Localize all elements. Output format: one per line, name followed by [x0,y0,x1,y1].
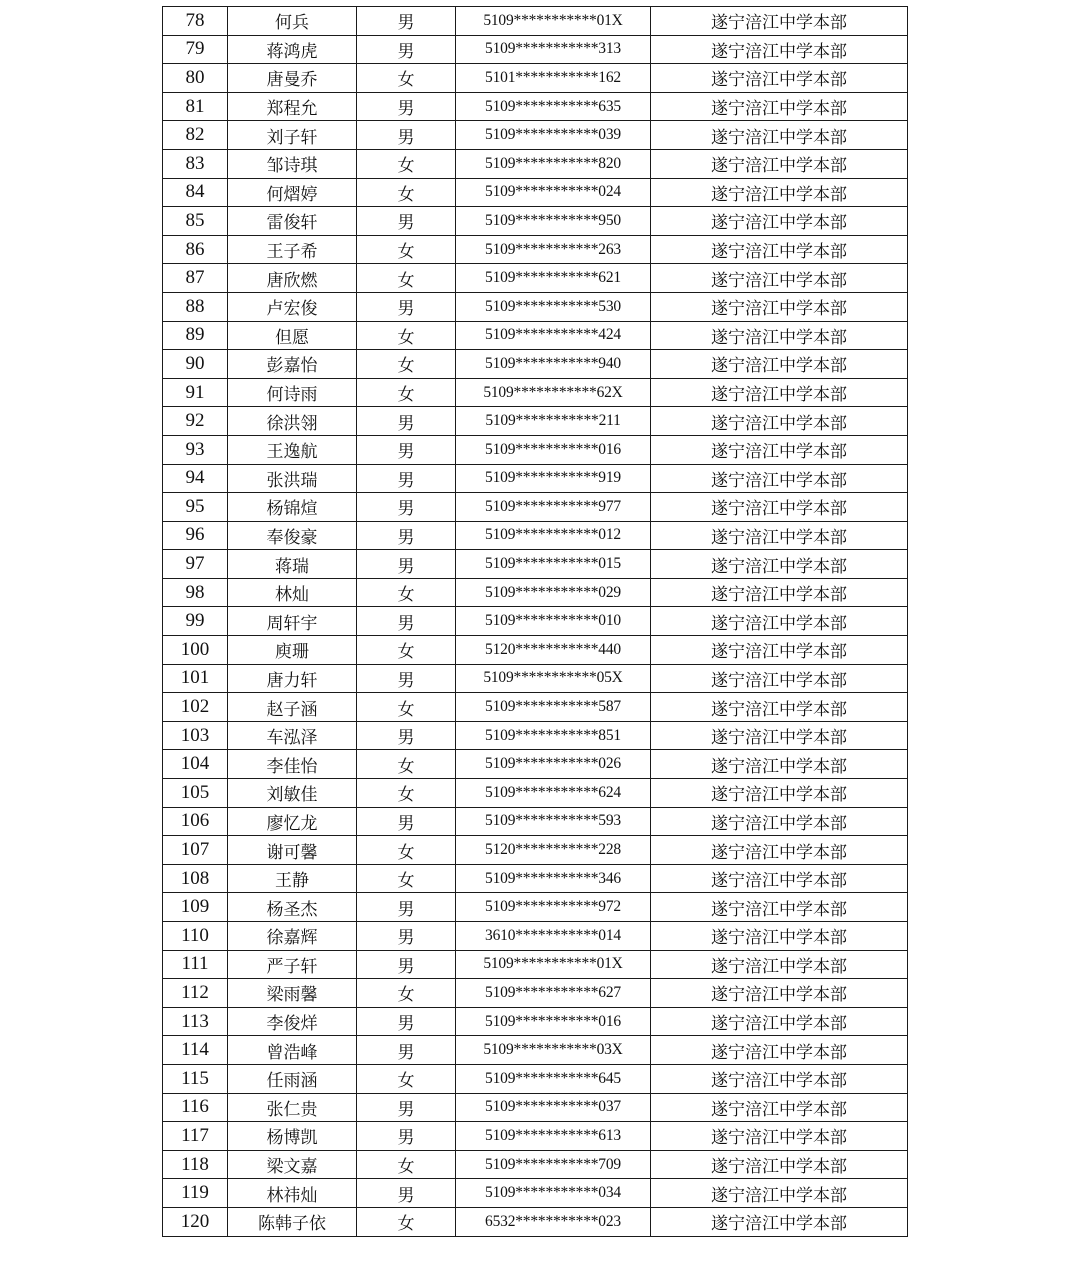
student-name: 王静 [228,864,357,893]
student-id-number: 5109***********621 [456,264,651,293]
student-name: 卢宏俊 [228,292,357,321]
student-name: 张洪瑞 [228,464,357,493]
student-id-number: 5109***********587 [456,693,651,722]
school-name: 遂宁涪江中学本部 [651,693,908,722]
student-name: 唐力轩 [228,664,357,693]
student-gender: 女 [357,836,456,865]
table-row [163,464,908,493]
student-gender: 女 [357,1064,456,1093]
student-name: 林灿 [228,578,357,607]
student-gender: 女 [357,693,456,722]
student-name: 杨博凯 [228,1122,357,1151]
student-gender: 女 [357,321,456,350]
table-row [163,550,908,579]
row-number: 94 [163,464,228,493]
student-id-number: 5109***********645 [456,1064,651,1093]
table-row [163,235,908,264]
student-id-number: 5109***********037 [456,1093,651,1122]
student-gender: 男 [357,407,456,436]
row-number: 108 [163,864,228,893]
school-name: 遂宁涪江中学本部 [651,893,908,922]
student-id-number: 5109***********029 [456,578,651,607]
row-number: 109 [163,893,228,922]
student-gender: 女 [357,178,456,207]
row-number: 88 [163,292,228,321]
table-row [163,7,908,36]
school-name: 遂宁涪江中学本部 [651,149,908,178]
table-row [163,1036,908,1065]
student-gender: 女 [357,378,456,407]
student-gender: 男 [357,893,456,922]
row-number: 95 [163,493,228,522]
student-id-number: 5109***********03X [456,1036,651,1065]
row-number: 118 [163,1150,228,1179]
student-id-number: 5109***********313 [456,35,651,64]
table-body [163,7,908,1237]
student-gender: 男 [357,550,456,579]
student-name: 陈韩子依 [228,1207,357,1236]
student-name: 奉俊豪 [228,521,357,550]
school-name: 遂宁涪江中学本部 [651,121,908,150]
student-name: 唐曼乔 [228,64,357,93]
student-name: 严子轩 [228,950,357,979]
student-gender: 女 [357,264,456,293]
student-id-number: 6532***********023 [456,1207,651,1236]
student-id-number: 5120***********228 [456,836,651,865]
student-id-number: 5109***********820 [456,149,651,178]
table-row [163,292,908,321]
table-row [163,378,908,407]
row-number: 83 [163,149,228,178]
student-name: 徐嘉辉 [228,922,357,951]
student-id-number: 5109***********919 [456,464,651,493]
student-gender: 男 [357,435,456,464]
student-name: 周轩宇 [228,607,357,636]
student-id-number: 3610***********014 [456,922,651,951]
student-id-number: 5109***********709 [456,1150,651,1179]
student-name: 蒋鸿虎 [228,35,357,64]
school-name: 遂宁涪江中学本部 [651,292,908,321]
row-number: 114 [163,1036,228,1065]
table-row [163,693,908,722]
student-name: 郑程允 [228,92,357,121]
student-gender: 女 [357,149,456,178]
table-row [163,721,908,750]
student-id-number: 5109***********346 [456,864,651,893]
school-name: 遂宁涪江中学本部 [651,207,908,236]
table-row [163,750,908,779]
student-id-number: 5120***********440 [456,636,651,665]
school-name: 遂宁涪江中学本部 [651,1179,908,1208]
student-name: 何诗雨 [228,378,357,407]
school-name: 遂宁涪江中学本部 [651,950,908,979]
school-name: 遂宁涪江中学本部 [651,1064,908,1093]
table-row [163,1007,908,1036]
student-id-number: 5109***********034 [456,1179,651,1208]
row-number: 92 [163,407,228,436]
table-row [163,836,908,865]
row-number: 93 [163,435,228,464]
row-number: 119 [163,1179,228,1208]
student-name: 邹诗琪 [228,149,357,178]
row-number: 117 [163,1122,228,1151]
student-id-number: 5109***********01X [456,950,651,979]
student-id-number: 5109***********972 [456,893,651,922]
school-name: 遂宁涪江中学本部 [651,235,908,264]
student-id-number: 5109***********851 [456,721,651,750]
table-row [163,493,908,522]
student-id-number: 5109***********977 [456,493,651,522]
school-name: 遂宁涪江中学本部 [651,321,908,350]
student-id-number: 5109***********940 [456,350,651,379]
table-row [163,807,908,836]
school-name: 遂宁涪江中学本部 [651,64,908,93]
table-row [163,1064,908,1093]
student-gender: 男 [357,521,456,550]
student-name: 彭嘉怡 [228,350,357,379]
row-number: 115 [163,1064,228,1093]
row-number: 98 [163,578,228,607]
school-name: 遂宁涪江中学本部 [651,550,908,579]
row-number: 84 [163,178,228,207]
row-number: 86 [163,235,228,264]
student-id-number: 5109***********016 [456,1007,651,1036]
student-id-number: 5109***********039 [456,121,651,150]
row-number: 102 [163,693,228,722]
school-name: 遂宁涪江中学本部 [651,1207,908,1236]
row-number: 87 [163,264,228,293]
table-row [163,950,908,979]
student-name: 王逸航 [228,435,357,464]
student-gender: 男 [357,922,456,951]
table-row [163,35,908,64]
table-row [163,1179,908,1208]
student-gender: 男 [357,292,456,321]
student-name: 林祎灿 [228,1179,357,1208]
school-name: 遂宁涪江中学本部 [651,350,908,379]
table-row [163,92,908,121]
row-number: 96 [163,521,228,550]
table-row [163,1150,908,1179]
row-number: 82 [163,121,228,150]
student-gender: 男 [357,7,456,36]
school-name: 遂宁涪江中学本部 [651,7,908,36]
row-number: 103 [163,721,228,750]
student-gender: 男 [357,950,456,979]
student-name: 王子希 [228,235,357,264]
table-row [163,979,908,1008]
student-list-table [162,6,908,1237]
row-number: 105 [163,779,228,808]
row-number: 111 [163,950,228,979]
student-gender: 女 [357,578,456,607]
student-id-number: 5109***********015 [456,550,651,579]
school-name: 遂宁涪江中学本部 [651,521,908,550]
student-id-number: 5109***********05X [456,664,651,693]
student-id-number: 5101***********162 [456,64,651,93]
student-gender: 男 [357,721,456,750]
table-row [163,1207,908,1236]
row-number: 99 [163,607,228,636]
student-name: 曾浩峰 [228,1036,357,1065]
table-row [163,321,908,350]
school-name: 遂宁涪江中学本部 [651,922,908,951]
row-number: 110 [163,922,228,951]
student-gender: 女 [357,750,456,779]
row-number: 91 [163,378,228,407]
table-row [163,149,908,178]
row-number: 79 [163,35,228,64]
student-id-number: 5109***********211 [456,407,651,436]
row-number: 107 [163,836,228,865]
school-name: 遂宁涪江中学本部 [651,836,908,865]
school-name: 遂宁涪江中学本部 [651,493,908,522]
school-name: 遂宁涪江中学本部 [651,1122,908,1151]
student-name: 车泓泽 [228,721,357,750]
student-gender: 男 [357,1007,456,1036]
student-name: 张仁贵 [228,1093,357,1122]
school-name: 遂宁涪江中学本部 [651,178,908,207]
school-name: 遂宁涪江中学本部 [651,578,908,607]
student-id-number: 5109***********62X [456,378,651,407]
student-gender: 男 [357,207,456,236]
student-name: 李佳怡 [228,750,357,779]
school-name: 遂宁涪江中学本部 [651,636,908,665]
student-gender: 男 [357,121,456,150]
row-number: 106 [163,807,228,836]
student-id-number: 5109***********016 [456,435,651,464]
row-number: 100 [163,636,228,665]
student-gender: 男 [357,1179,456,1208]
table-row [163,578,908,607]
table-row [163,121,908,150]
row-number: 97 [163,550,228,579]
student-name: 赵子涵 [228,693,357,722]
student-name: 何兵 [228,7,357,36]
student-gender: 女 [357,864,456,893]
student-name: 庾珊 [228,636,357,665]
student-gender: 女 [357,64,456,93]
row-number: 113 [163,1007,228,1036]
school-name: 遂宁涪江中学本部 [651,779,908,808]
student-id-number: 5109***********530 [456,292,651,321]
student-id-number: 5109***********012 [456,521,651,550]
school-name: 遂宁涪江中学本部 [651,378,908,407]
school-name: 遂宁涪江中学本部 [651,979,908,1008]
student-gender: 女 [357,1207,456,1236]
table-row [163,636,908,665]
student-gender: 男 [357,607,456,636]
student-gender: 男 [357,664,456,693]
row-number: 78 [163,7,228,36]
student-gender: 男 [357,1036,456,1065]
row-number: 112 [163,979,228,1008]
table-row [163,893,908,922]
student-name: 谢可馨 [228,836,357,865]
table-row [163,435,908,464]
table-row [163,521,908,550]
row-number: 101 [163,664,228,693]
student-name: 蒋瑞 [228,550,357,579]
student-id-number: 5109***********424 [456,321,651,350]
student-name: 但愿 [228,321,357,350]
student-gender: 女 [357,979,456,1008]
student-name: 梁文嘉 [228,1150,357,1179]
table-row [163,1122,908,1151]
school-name: 遂宁涪江中学本部 [651,92,908,121]
student-name: 任雨涵 [228,1064,357,1093]
student-id-number: 5109***********010 [456,607,651,636]
student-gender: 男 [357,35,456,64]
student-name: 杨锦煊 [228,493,357,522]
student-name: 何熠婷 [228,178,357,207]
school-name: 遂宁涪江中学本部 [651,35,908,64]
student-name: 雷俊轩 [228,207,357,236]
school-name: 遂宁涪江中学本部 [651,1150,908,1179]
student-gender: 女 [357,235,456,264]
student-id-number: 5109***********593 [456,807,651,836]
row-number: 81 [163,92,228,121]
student-id-number: 5109***********026 [456,750,651,779]
student-gender: 男 [357,464,456,493]
school-name: 遂宁涪江中学本部 [651,464,908,493]
row-number: 90 [163,350,228,379]
student-id-number: 5109***********263 [456,235,651,264]
table-row [163,864,908,893]
student-name: 唐欣燃 [228,264,357,293]
student-id-number: 5109***********01X [456,7,651,36]
student-name: 徐洪翎 [228,407,357,436]
student-id-number: 5109***********624 [456,779,651,808]
student-gender: 女 [357,1150,456,1179]
school-name: 遂宁涪江中学本部 [651,1036,908,1065]
row-number: 89 [163,321,228,350]
school-name: 遂宁涪江中学本部 [651,264,908,293]
student-gender: 女 [357,350,456,379]
student-name: 梁雨馨 [228,979,357,1008]
row-number: 85 [163,207,228,236]
row-number: 104 [163,750,228,779]
student-name: 廖忆龙 [228,807,357,836]
student-gender: 男 [357,807,456,836]
table-row [163,407,908,436]
student-gender: 男 [357,92,456,121]
table-row [163,207,908,236]
school-name: 遂宁涪江中学本部 [651,807,908,836]
table-row [163,664,908,693]
student-id-number: 5109***********024 [456,178,651,207]
student-name: 杨圣杰 [228,893,357,922]
school-name: 遂宁涪江中学本部 [651,664,908,693]
student-gender: 男 [357,1122,456,1151]
student-id-number: 5109***********950 [456,207,651,236]
row-number: 80 [163,64,228,93]
school-name: 遂宁涪江中学本部 [651,864,908,893]
table-row [163,607,908,636]
row-number: 120 [163,1207,228,1236]
table-row [163,779,908,808]
school-name: 遂宁涪江中学本部 [651,750,908,779]
student-name: 李俊烊 [228,1007,357,1036]
student-gender: 男 [357,1093,456,1122]
student-id-number: 5109***********613 [456,1122,651,1151]
student-name: 刘子轩 [228,121,357,150]
school-name: 遂宁涪江中学本部 [651,607,908,636]
student-id-number: 5109***********635 [456,92,651,121]
table-row [163,922,908,951]
table-row [163,178,908,207]
student-gender: 女 [357,779,456,808]
table-row [163,350,908,379]
school-name: 遂宁涪江中学本部 [651,1007,908,1036]
school-name: 遂宁涪江中学本部 [651,721,908,750]
row-number: 116 [163,1093,228,1122]
student-name: 刘敏佳 [228,779,357,808]
table-row [163,1093,908,1122]
school-name: 遂宁涪江中学本部 [651,435,908,464]
table-row [163,64,908,93]
school-name: 遂宁涪江中学本部 [651,407,908,436]
student-gender: 女 [357,636,456,665]
school-name: 遂宁涪江中学本部 [651,1093,908,1122]
table-row [163,264,908,293]
student-id-number: 5109***********627 [456,979,651,1008]
student-gender: 男 [357,493,456,522]
